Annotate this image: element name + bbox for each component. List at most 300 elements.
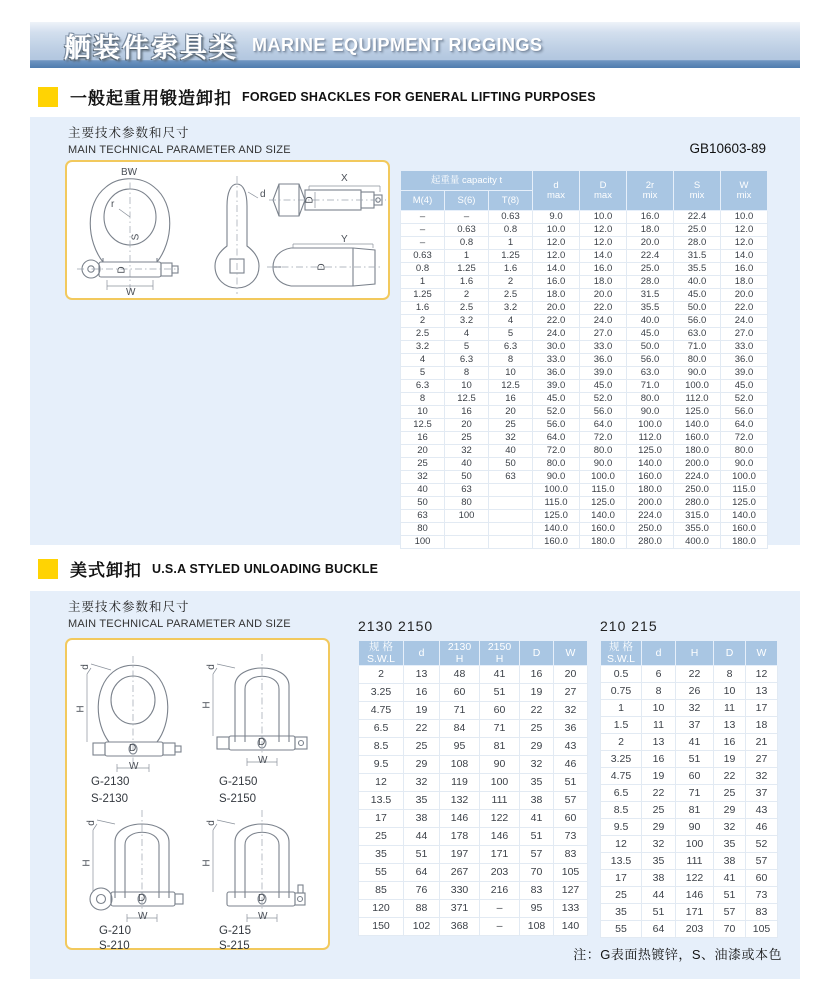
table-cell: 83 xyxy=(554,846,588,864)
dim-dcap: D xyxy=(138,893,146,904)
table-cell: 125.0 xyxy=(533,510,580,523)
table-row xyxy=(601,853,778,870)
table-cell: 35 xyxy=(404,792,440,810)
table-cell: 1.6 xyxy=(489,263,533,276)
table-cell: 43 xyxy=(554,738,588,756)
table-cell: 10 xyxy=(642,700,676,717)
table-cell: 40 xyxy=(401,484,445,497)
table-cell: 120 xyxy=(359,900,404,918)
table-cell: 38 xyxy=(714,853,746,870)
table-cell: 115.0 xyxy=(533,497,580,510)
dim-label-d-bolt: D xyxy=(304,196,316,204)
table-cell: 140.0 xyxy=(674,419,721,432)
table-cell: 80.0 xyxy=(721,445,768,458)
table-cell: 90 xyxy=(480,756,520,774)
table-cell: 22 xyxy=(642,785,676,802)
param-label-zh: 主要技术参数和尺寸 xyxy=(68,600,190,614)
table-cell: 6.3 xyxy=(489,341,533,354)
table-row xyxy=(359,738,588,756)
table-cell: 71 xyxy=(480,720,520,738)
section2-title-zh: 美式卸扣 xyxy=(70,561,142,580)
standard-number: GB10603-89 xyxy=(689,141,766,156)
table-cell: 2 xyxy=(445,289,489,302)
table-cell: 14.0 xyxy=(721,250,768,263)
table-cell: 83 xyxy=(746,904,778,921)
section1-heading xyxy=(38,84,596,109)
table-row xyxy=(359,666,588,684)
table-row xyxy=(601,666,778,683)
table-cell xyxy=(445,536,489,549)
table-cell: 5 xyxy=(489,328,533,341)
table-row xyxy=(601,836,778,853)
table-cell xyxy=(489,484,533,497)
table-row xyxy=(601,683,778,700)
table-cell: 355.0 xyxy=(674,523,721,536)
table-cell: 203 xyxy=(676,921,714,938)
table-cell: 39.0 xyxy=(721,367,768,380)
table-cell: 16.0 xyxy=(533,276,580,289)
table-cell: 160.0 xyxy=(674,432,721,445)
dim-h: H xyxy=(201,701,213,709)
table-cell: 27.0 xyxy=(721,328,768,341)
table-cell: 25.0 xyxy=(674,224,721,237)
table-cell: 73 xyxy=(746,887,778,904)
table-cell: 25 xyxy=(714,785,746,802)
table-cell: 25 xyxy=(401,458,445,471)
col-D: D xyxy=(520,641,554,666)
table-cell: 35 xyxy=(601,904,642,921)
table-cell: 100 xyxy=(480,774,520,792)
table-row xyxy=(401,211,768,224)
dim-h: H xyxy=(201,859,213,867)
dim-label-y: Y xyxy=(341,234,348,245)
table-cell: 32 xyxy=(676,700,714,717)
table-cell: 224.0 xyxy=(627,510,674,523)
table-cell: 45.0 xyxy=(721,380,768,393)
table-cell: 3.2 xyxy=(401,341,445,354)
table-cell: 19 xyxy=(642,768,676,785)
table-cell: 50 xyxy=(489,458,533,471)
table-cell: 51 xyxy=(714,887,746,904)
table-cell: 25 xyxy=(642,802,676,819)
table-cell: 6.5 xyxy=(359,720,404,738)
table-cell: 111 xyxy=(480,792,520,810)
table-cell: 83 xyxy=(520,882,554,900)
table-cell: 12.0 xyxy=(721,237,768,250)
table-cell: 125.0 xyxy=(721,497,768,510)
table-cell: 400.0 xyxy=(674,536,721,549)
table-cell: 90.0 xyxy=(721,458,768,471)
col-swl: 规 格 S.W.L xyxy=(601,641,642,666)
table-cell: 73 xyxy=(554,828,588,846)
table-cell: 64.0 xyxy=(721,419,768,432)
table-cell: 35.5 xyxy=(674,263,721,276)
table-cell: 32 xyxy=(714,819,746,836)
table-cell: 105 xyxy=(554,864,588,882)
table-cell: 35 xyxy=(359,846,404,864)
table-cell: 9.5 xyxy=(359,756,404,774)
caption-s2150: S-2150 xyxy=(219,793,257,805)
table-cell: 45.0 xyxy=(580,380,627,393)
table-cell: 32 xyxy=(404,774,440,792)
table-cell: 108 xyxy=(440,756,480,774)
table-cell: 48 xyxy=(440,666,480,684)
table-row xyxy=(401,263,768,276)
table-row xyxy=(401,315,768,328)
table-cell: 4 xyxy=(401,354,445,367)
yellow-square-bullet xyxy=(38,559,58,579)
table-cell: 36 xyxy=(554,720,588,738)
table-cell: 22 xyxy=(404,720,440,738)
table-row xyxy=(601,887,778,904)
table-cell: 140 xyxy=(554,918,588,936)
table-cell: 22.4 xyxy=(674,211,721,224)
table-cell: 51 xyxy=(676,751,714,768)
dim-label-r: r xyxy=(111,199,115,210)
table-cell: 56.0 xyxy=(580,406,627,419)
table-cell: 32 xyxy=(642,836,676,853)
table-cell: 115.0 xyxy=(721,484,768,497)
table-cell xyxy=(489,536,533,549)
table-cell: 16 xyxy=(520,666,554,684)
section2-title-en: U.S.A STYLED UNLOADING BUCKLE xyxy=(152,561,379,576)
shackle-line-art xyxy=(67,162,388,298)
table-cell: 150 xyxy=(359,918,404,936)
table-cell: 13 xyxy=(642,734,676,751)
table-cell: 84 xyxy=(440,720,480,738)
table-row xyxy=(601,717,778,734)
dim-w: W xyxy=(258,755,268,766)
table-row xyxy=(601,700,778,717)
table-cell: 14.0 xyxy=(533,263,580,276)
table-cell: 19 xyxy=(404,702,440,720)
table-cell: 60 xyxy=(554,810,588,828)
section1-title-en: FORGED SHACKLES FOR GENERAL LIFTING PURPOSES xyxy=(242,89,596,104)
table-cell: 52.0 xyxy=(721,393,768,406)
table-cell: 56.0 xyxy=(533,419,580,432)
buckle-2130-2150-table-body xyxy=(359,666,588,936)
table-cell: 50.0 xyxy=(674,302,721,315)
table-cell: 140.0 xyxy=(721,510,768,523)
table-cell: 10 xyxy=(489,367,533,380)
table-cell: 6 xyxy=(642,666,676,683)
table-cell: 12 xyxy=(359,774,404,792)
table-cell: 35 xyxy=(642,853,676,870)
table-cell: 160.0 xyxy=(721,523,768,536)
table-cell: 171 xyxy=(480,846,520,864)
table-cell: 180.0 xyxy=(674,445,721,458)
table-cell: 90 xyxy=(676,819,714,836)
dim-label-d-small: d xyxy=(260,189,266,200)
col-H: H xyxy=(676,641,714,666)
table-cell: 100.0 xyxy=(674,380,721,393)
table-cell: 24.0 xyxy=(533,328,580,341)
table-cell: 8 xyxy=(445,367,489,380)
table-cell: 3.25 xyxy=(601,751,642,768)
table-cell: 10.0 xyxy=(580,211,627,224)
table-cell: 64.0 xyxy=(580,419,627,432)
table-cell: 51 xyxy=(480,684,520,702)
table-cell: – xyxy=(480,900,520,918)
table-cell: 27 xyxy=(746,751,778,768)
table-cell: 16 xyxy=(404,684,440,702)
table-cell: 1 xyxy=(445,250,489,263)
table-cell: 43 xyxy=(746,802,778,819)
table-cell: 51 xyxy=(642,904,676,921)
table-cell: 22 xyxy=(520,702,554,720)
table-cell: 30.0 xyxy=(533,341,580,354)
table-cell: 72.0 xyxy=(580,432,627,445)
table-cell: 180.0 xyxy=(721,536,768,549)
table-cell: 14.0 xyxy=(580,250,627,263)
table-cell: 10.0 xyxy=(721,211,768,224)
dim-h: H xyxy=(81,859,93,867)
table-cell: – xyxy=(401,224,445,237)
table-cell: 41 xyxy=(520,810,554,828)
table-row xyxy=(601,734,778,751)
table-cell: 44 xyxy=(404,828,440,846)
table-row xyxy=(401,458,768,471)
table-cell: 127 xyxy=(554,882,588,900)
table-row xyxy=(601,921,778,938)
table-cell: 55 xyxy=(601,921,642,938)
table-cell: 27 xyxy=(554,684,588,702)
table-cell: 197 xyxy=(440,846,480,864)
table-cell: 64 xyxy=(642,921,676,938)
yellow-square-bullet xyxy=(38,87,58,107)
table-cell: 29 xyxy=(404,756,440,774)
table-cell: 22 xyxy=(676,666,714,683)
table-cell: 8.5 xyxy=(359,738,404,756)
dim-label-x: X xyxy=(341,173,348,184)
table-row xyxy=(601,870,778,887)
dim-d: d xyxy=(85,820,97,826)
table-cell: 50.0 xyxy=(627,341,674,354)
table-cell: 36.0 xyxy=(533,367,580,380)
table-cell: 315.0 xyxy=(674,510,721,523)
col-S6: S(6) xyxy=(445,191,489,211)
col-2r-mix: 2r mix xyxy=(627,171,674,211)
section2-param-label xyxy=(68,597,291,630)
table-cell: 28.0 xyxy=(627,276,674,289)
table-cell: 12.0 xyxy=(580,237,627,250)
table-cell: 80.0 xyxy=(674,354,721,367)
col-D: D xyxy=(714,641,746,666)
table-cell: 100.0 xyxy=(580,471,627,484)
dim-label-d-pin: D xyxy=(116,266,128,274)
table-cell: 56.0 xyxy=(721,406,768,419)
table-cell: 37 xyxy=(746,785,778,802)
table-cell: 17 xyxy=(601,870,642,887)
table-cell: 2 xyxy=(359,666,404,684)
table-cell: 250.0 xyxy=(627,523,674,536)
shackle-technical-drawing xyxy=(65,160,390,300)
table-cell: 64.0 xyxy=(533,432,580,445)
table-cell: 2.5 xyxy=(401,328,445,341)
table-cell: 11 xyxy=(642,717,676,734)
table-cell: 90.0 xyxy=(627,406,674,419)
dim-h: H xyxy=(75,705,87,713)
table-cell: 40 xyxy=(445,458,489,471)
table-cell: 146 xyxy=(676,887,714,904)
table-row xyxy=(401,289,768,302)
table-cell: 13 xyxy=(714,717,746,734)
table-cell: 1.5 xyxy=(601,717,642,734)
table-cell: 56.0 xyxy=(627,354,674,367)
table-cell: 44 xyxy=(642,887,676,904)
table-cell: 55 xyxy=(359,864,404,882)
table-cell: 26 xyxy=(676,683,714,700)
table-cell: 32 xyxy=(554,702,588,720)
forged-shackles-table xyxy=(400,170,768,549)
table-cell: 18.0 xyxy=(627,224,674,237)
table-row xyxy=(601,802,778,819)
table-cell: 38 xyxy=(520,792,554,810)
dim-label-s: S xyxy=(130,233,142,241)
table-cell: 16 xyxy=(489,393,533,406)
table-row xyxy=(401,341,768,354)
table-row xyxy=(359,774,588,792)
table-cell: 31.5 xyxy=(674,250,721,263)
table-cell: 16.0 xyxy=(627,211,674,224)
table-row xyxy=(401,302,768,315)
table-cell: 46 xyxy=(554,756,588,774)
table-cell: 12 xyxy=(601,836,642,853)
table-cell: 56.0 xyxy=(674,315,721,328)
table-cell: 29 xyxy=(714,802,746,819)
table-cell: 46 xyxy=(746,819,778,836)
dim-dcap: D xyxy=(258,737,266,748)
table-cell: 12.5 xyxy=(401,419,445,432)
page-header xyxy=(30,22,800,68)
table-cell: 267 xyxy=(440,864,480,882)
dim-w: W xyxy=(138,911,148,922)
table-cell: 20.0 xyxy=(533,302,580,315)
table-cell xyxy=(489,510,533,523)
col-swl: 规 格 S.W.L xyxy=(359,641,404,666)
table-row xyxy=(359,702,588,720)
table-cell: 12.5 xyxy=(489,380,533,393)
table-cell: 63 xyxy=(489,471,533,484)
caption-g215: G-215 xyxy=(219,925,251,937)
caption-g2150: G-2150 xyxy=(219,776,258,788)
table-cell: 1.6 xyxy=(401,302,445,315)
dim-dcap: D xyxy=(129,743,137,754)
table-cell: 57 xyxy=(520,846,554,864)
table-row xyxy=(401,510,768,523)
table-cell: 35 xyxy=(714,836,746,853)
table-cell: 32 xyxy=(520,756,554,774)
table-cell: 13 xyxy=(404,666,440,684)
table-cell: 160.0 xyxy=(627,471,674,484)
table-row xyxy=(359,684,588,702)
table-cell: 146 xyxy=(440,810,480,828)
table-cell: 0.8 xyxy=(489,224,533,237)
table-cell: 25 xyxy=(520,720,554,738)
table-cell: 125.0 xyxy=(580,497,627,510)
usa-shackles-technical-drawing xyxy=(65,638,330,950)
table-cell: 3.25 xyxy=(359,684,404,702)
table-cell: 27.0 xyxy=(580,328,627,341)
table-cell: 105 xyxy=(746,921,778,938)
table-cell: 81 xyxy=(676,802,714,819)
table-cell: 33.0 xyxy=(580,341,627,354)
table-cell: 41 xyxy=(480,666,520,684)
table-cell: 25 xyxy=(445,432,489,445)
table-cell xyxy=(489,497,533,510)
table-cell: 6.5 xyxy=(601,785,642,802)
table-cell: 80 xyxy=(401,523,445,536)
table-cell: 20 xyxy=(554,666,588,684)
table-row xyxy=(401,497,768,510)
table-cell: 19 xyxy=(520,684,554,702)
table-cell: 1 xyxy=(401,276,445,289)
section1-panel xyxy=(30,117,800,545)
table-cell: 178 xyxy=(440,828,480,846)
table-cell: 171 xyxy=(676,904,714,921)
table-cell: 64 xyxy=(404,864,440,882)
table-cell: 80 xyxy=(445,497,489,510)
table-cell: 22.0 xyxy=(533,315,580,328)
table-cell: 90.0 xyxy=(580,458,627,471)
table-cell: 71 xyxy=(676,785,714,802)
table-row xyxy=(401,419,768,432)
table-cell: 10 xyxy=(401,406,445,419)
table-cell: 1.6 xyxy=(445,276,489,289)
table-cell: 80.0 xyxy=(580,445,627,458)
table-row xyxy=(401,328,768,341)
table-cell: 52.0 xyxy=(533,406,580,419)
table-cell: 80.0 xyxy=(533,458,580,471)
table-cell: 280.0 xyxy=(627,536,674,549)
table-cell: 33.0 xyxy=(721,341,768,354)
table-cell: 2.5 xyxy=(445,302,489,315)
table-cell: 13 xyxy=(746,683,778,700)
table-cell: 4 xyxy=(489,315,533,328)
dim-w: W xyxy=(129,761,139,772)
table-cell: 10.0 xyxy=(533,224,580,237)
table-cell: 133 xyxy=(554,900,588,918)
table-cell: 25 xyxy=(359,828,404,846)
table-cell: 8 xyxy=(401,393,445,406)
param-label-en: MAIN TECHNICAL PARAMETER AND SIZE xyxy=(68,144,291,156)
table-cell: 8 xyxy=(489,354,533,367)
table-cell: 36.0 xyxy=(721,354,768,367)
table-cell: 280.0 xyxy=(674,497,721,510)
page-title-en: MARINE EQUIPMENT RIGGINGS xyxy=(252,34,543,55)
table-cell: 330 xyxy=(440,882,480,900)
table-cell: 122 xyxy=(676,870,714,887)
table-cell: 0.63 xyxy=(401,250,445,263)
table-cell: 71.0 xyxy=(674,341,721,354)
section1-param-label xyxy=(68,123,291,156)
table-cell: – xyxy=(445,211,489,224)
table-cell: 4.75 xyxy=(601,768,642,785)
table-row xyxy=(401,536,768,549)
table-cell: 72.0 xyxy=(533,445,580,458)
table-row xyxy=(401,250,768,263)
table-cell: 0.63 xyxy=(489,211,533,224)
table-row xyxy=(401,367,768,380)
col-D-max: D max xyxy=(580,171,627,211)
table-row xyxy=(401,380,768,393)
table2-title: 2130 2150 xyxy=(358,618,434,634)
table-cell: 16.0 xyxy=(721,263,768,276)
buckle-210-215-table xyxy=(600,640,778,938)
table-row xyxy=(401,523,768,536)
col-T8: T(8) xyxy=(489,191,533,211)
table-cell: 18.0 xyxy=(533,289,580,302)
